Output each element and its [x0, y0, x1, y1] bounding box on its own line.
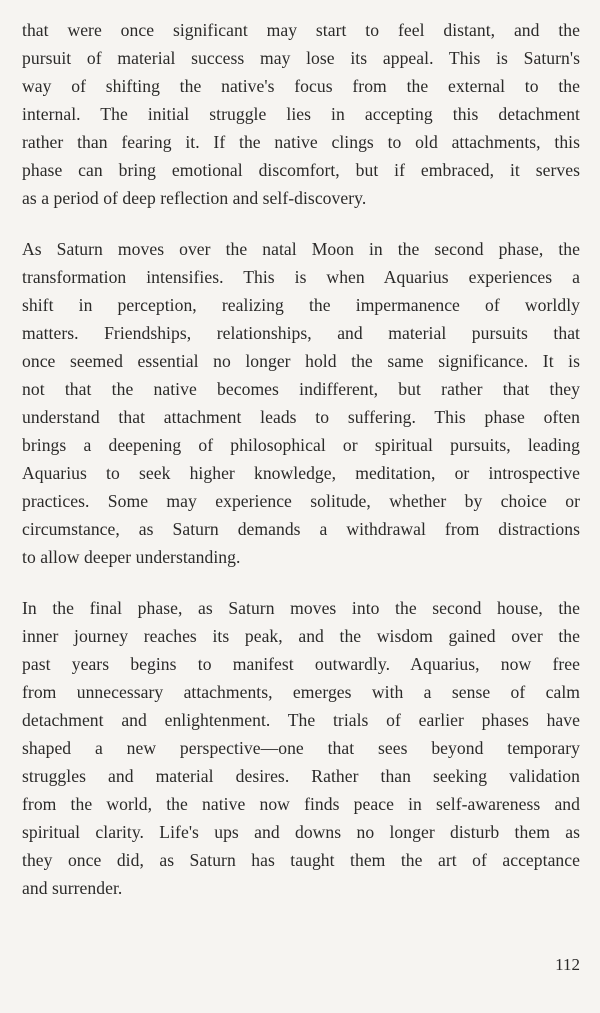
- text-line: spiritual clarity. Life's ups and downs no longer disturb them as: [22, 822, 580, 842]
- text-line: past years begins to manifest outwardly. Aquarius, now free: [22, 654, 580, 674]
- paragraph-2: [22, 235, 580, 571]
- paragraph-1: [22, 16, 580, 212]
- text-line: matters. Friendships, relationships, and material pursuits that: [22, 323, 580, 343]
- text-line: as a period of deep reflection and self-discovery.: [22, 188, 367, 208]
- text-line: inner journey reaches its peak, and the wisdom gained over the: [22, 626, 580, 646]
- text-line: As Saturn moves over the natal Moon in the second phase, the: [22, 239, 580, 259]
- text-line: internal. The initial struggle lies in accepting this detachment: [22, 104, 580, 124]
- text-line: to allow deeper understanding.: [22, 547, 241, 567]
- text-line: detachment and enlightenment. The trials of earlier phases have: [22, 710, 580, 730]
- text-line: from the world, the native now finds peace in self-awareness and: [22, 794, 580, 814]
- text-line: and surrender.: [22, 878, 123, 898]
- text-line: pursuit of material success may lose its appeal. This is Saturn's: [22, 48, 580, 68]
- text-line: transformation intensifies. This is when Aquarius experiences a: [22, 267, 580, 287]
- text-line: from unnecessary attachments, emerges with a sense of calm: [22, 682, 580, 702]
- body-text: [22, 16, 580, 925]
- paragraph-3: [22, 594, 580, 902]
- text-line: shaped a new perspective—one that sees beyond temporary: [22, 738, 580, 758]
- text-line: rather than fearing it. If the native clings to old attachments, this: [22, 132, 580, 152]
- text-line: way of shifting the native's focus from the external to the: [22, 76, 580, 96]
- text-line: Aquarius to seek higher knowledge, meditation, or introspective: [22, 463, 580, 483]
- text-line: not that the native becomes indifferent, but rather that they: [22, 379, 580, 399]
- text-line: phase can bring emotional discomfort, but if embraced, it serves: [22, 160, 580, 180]
- text-line: once seemed essential no longer hold the same significance. It is: [22, 351, 580, 371]
- text-line: practices. Some may experience solitude, whether by choice or: [22, 491, 580, 511]
- text-line: In the final phase, as Saturn moves into the second house, the: [22, 598, 580, 618]
- page-number: 112: [555, 955, 580, 974]
- text-line: they once did, as Saturn has taught them the art of acceptance: [22, 850, 580, 870]
- text-line: struggles and material desires. Rather than seeking validation: [22, 766, 580, 786]
- text-line: that were once significant may start to feel distant, and the: [22, 20, 580, 40]
- text-line: shift in perception, realizing the impermanence of worldly: [22, 295, 580, 315]
- text-line: understand that attachment leads to suffering. This phase often: [22, 407, 580, 427]
- text-line: circumstance, as Saturn demands a withdrawal from distractions: [22, 519, 580, 539]
- text-line: brings a deepening of philosophical or spiritual pursuits, leading: [22, 435, 580, 455]
